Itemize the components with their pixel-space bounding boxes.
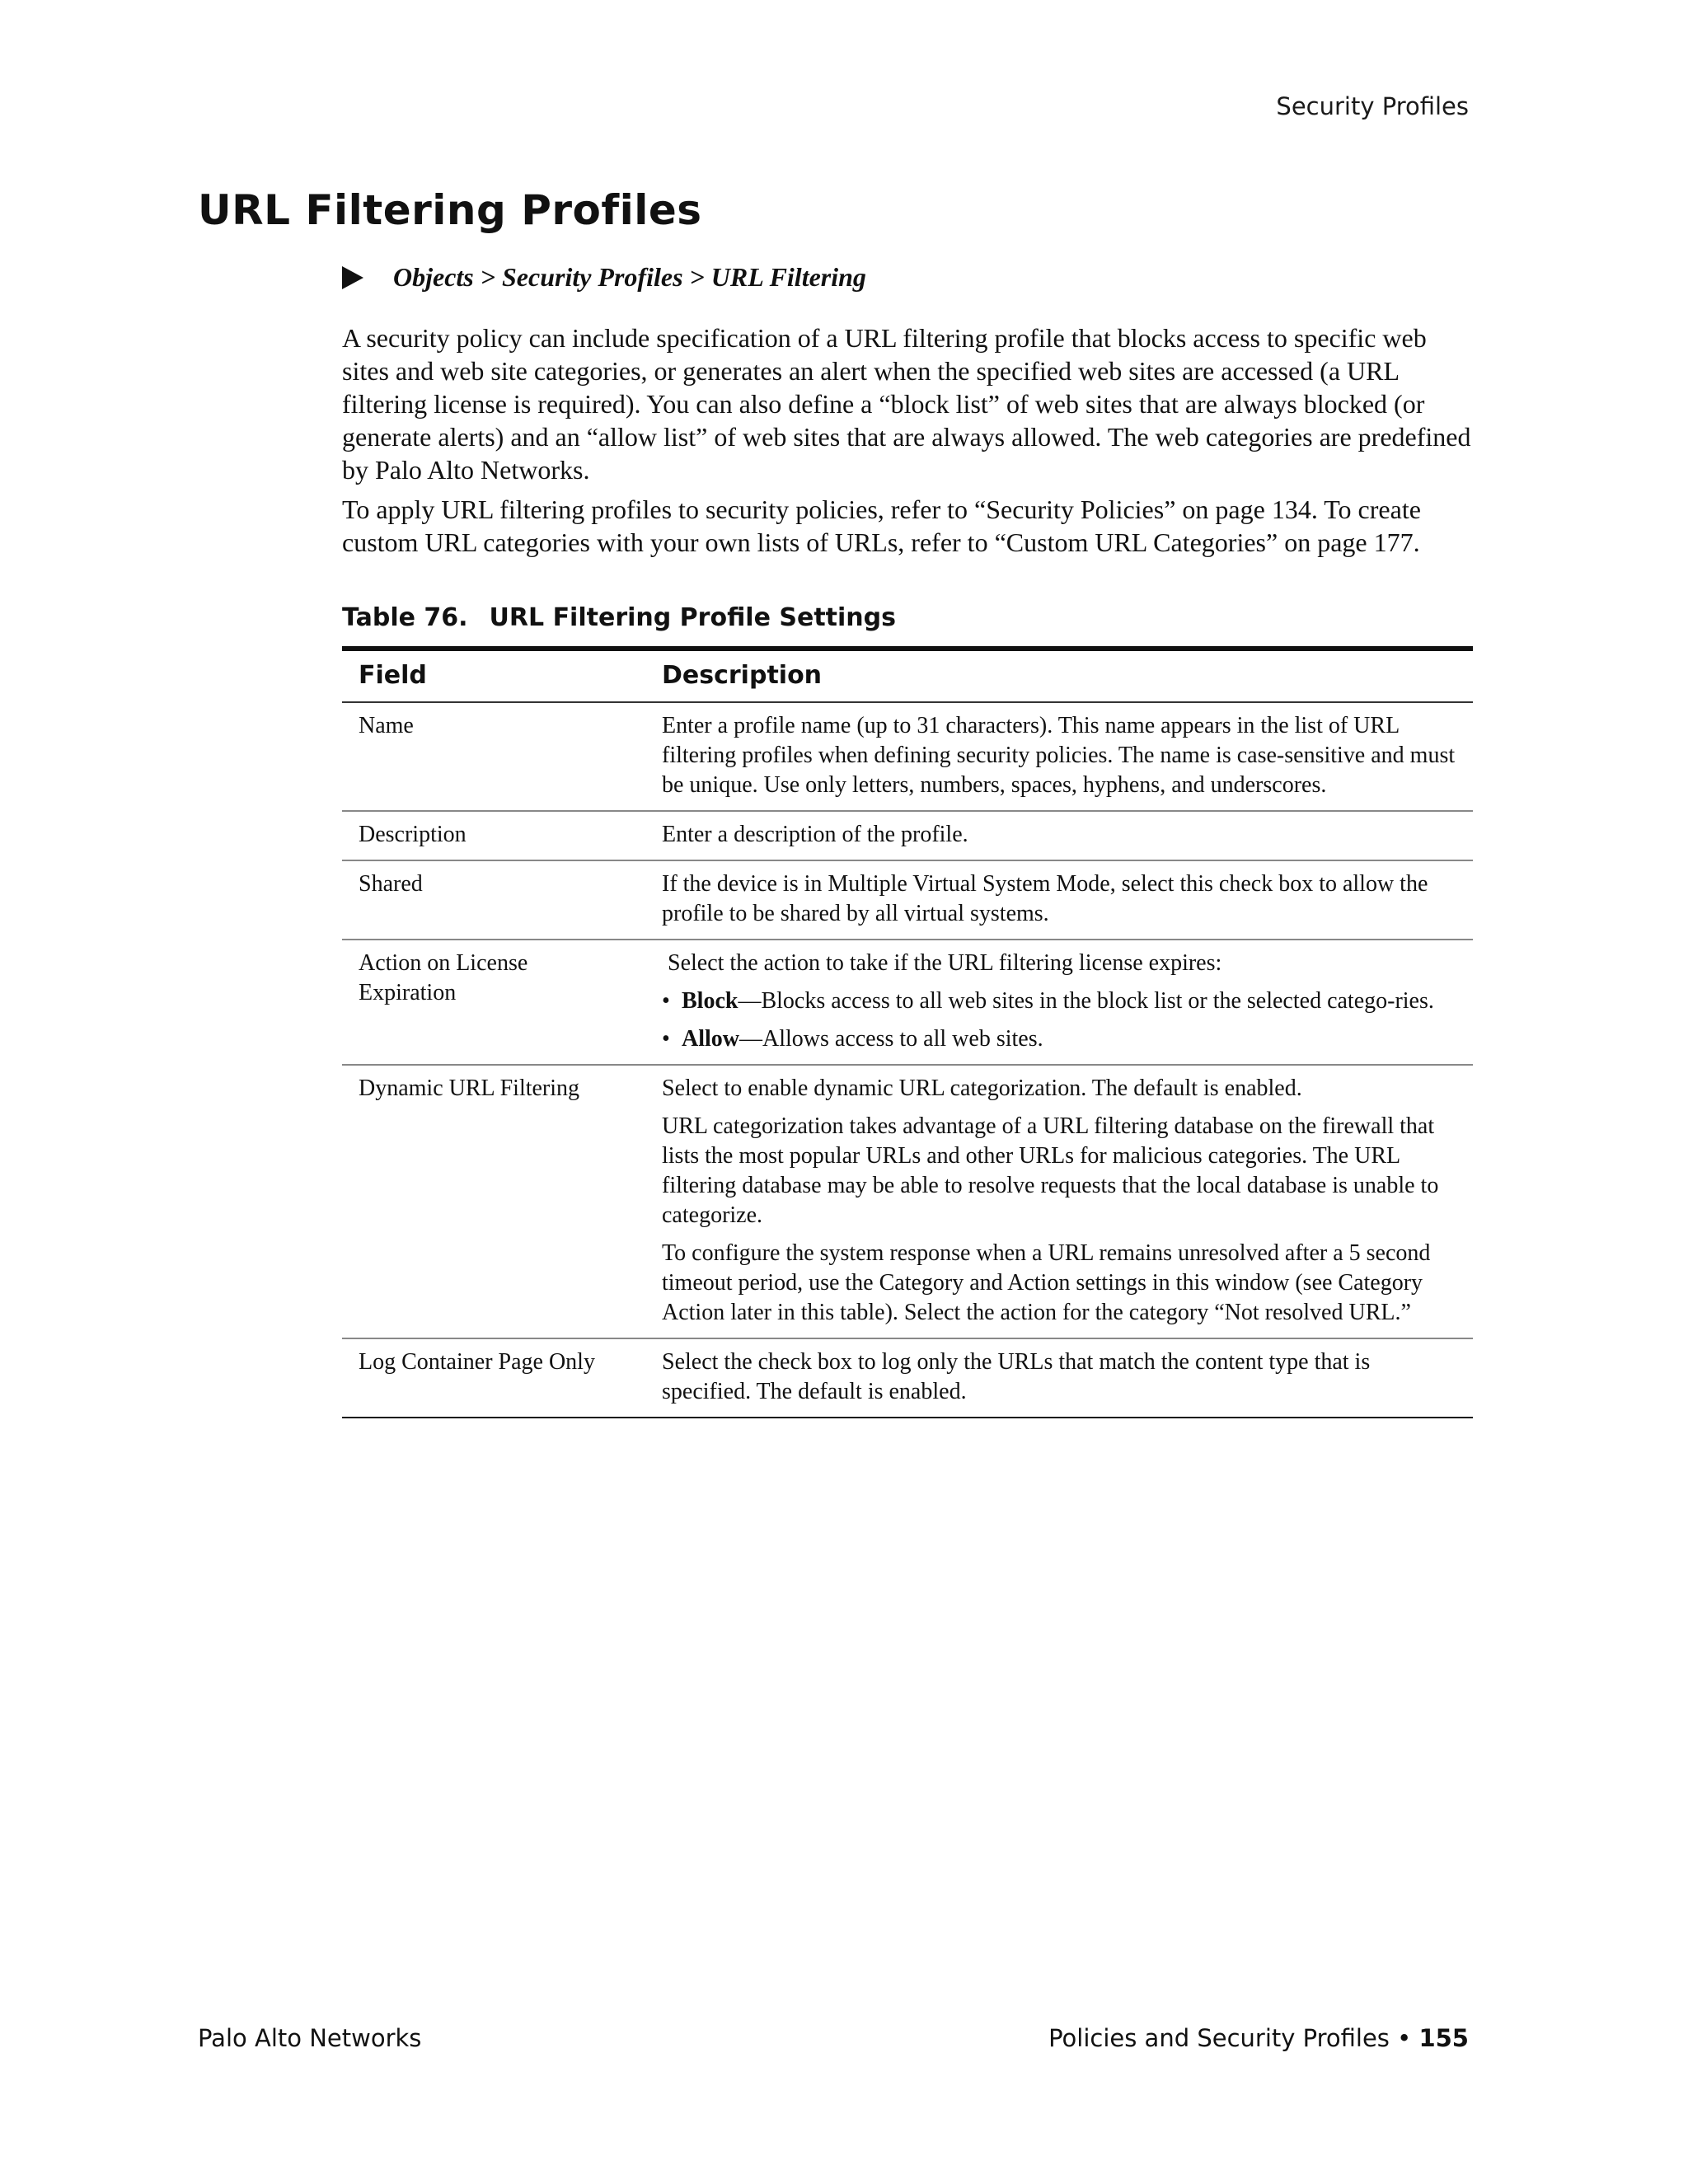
intro-paragraph: A security policy can include specification of a URL filtering profile that blocks access to specific web sites and web site categories, or generates an alert when the specified web sites are accessed (a URL filtering license is required). You can also define a “block list” of web sites that are always blocked (or generate alerts) and an “allow list” of web sites that are always allowed. The web categories are predefined by Palo Alto Networks. <box>342 323 1471 485</box>
bullet-term: Block <box>682 988 738 1014</box>
description-cell <box>645 1338 1473 1418</box>
table-row <box>342 860 1473 940</box>
settings-table <box>342 646 1473 1418</box>
description-paragraph: Select to enable dynamic URL categorization. The default is enabled. <box>662 1076 1302 1101</box>
description-cell <box>645 811 1473 860</box>
bullet-item <box>662 987 1456 1016</box>
table-header-row <box>342 649 1473 702</box>
table-row <box>342 702 1473 811</box>
navigation-path <box>342 262 866 293</box>
description-paragraph: Select the check box to log only the URLs that match the content type that is specified. The default is enabled. <box>662 1349 1371 1404</box>
description-cell <box>645 702 1473 811</box>
field-cell: Name <box>342 702 645 811</box>
table-row <box>342 811 1473 860</box>
page-title: URL Filtering Profiles <box>198 186 702 234</box>
column-header-field: Field <box>342 649 645 702</box>
footer-company: Palo Alto Networks <box>198 2024 422 2052</box>
table-row <box>342 1065 1473 1338</box>
page-number: 155 <box>1418 2024 1469 2052</box>
column-header-description: Description <box>645 649 1473 702</box>
description-cell <box>645 860 1473 940</box>
table-caption-title: URL Filtering Profile Settings <box>489 603 896 632</box>
table-caption-number: Table 76. <box>342 603 468 632</box>
description-paragraph: If the device is in Multiple Virtual System Mode, select this check box to allow the profile to be shared by all virtual systems. <box>662 871 1428 926</box>
description-paragraph: URL categorization takes advantage of a URL filtering database on the firewall that lists the most popular URLs and other URLs for malicious categories. The URL filtering database may be able to resolve requests that the local database is unable to categorize. <box>662 1113 1439 1228</box>
table-row <box>342 940 1473 1065</box>
footer-page-info <box>1048 2024 1469 2052</box>
running-header: Security Profiles <box>1276 92 1469 120</box>
description-paragraph: Select the action to take if the URL filtering license expires: <box>662 950 1222 976</box>
description-paragraph: Enter a profile name (up to 31 characters). This name appears in the list of URL filtering profiles when defining security policies. The name is case-sensitive and must be unique. Use only letters, numbers, spaces, hyphens, and underscores. <box>662 713 1456 798</box>
bullet-term: Allow <box>682 1026 739 1052</box>
triangle-arrow-icon <box>342 266 363 289</box>
field-cell: Action on License Expiration <box>342 940 645 1065</box>
bullet-text: —Allows access to all web sites. <box>739 1026 1043 1052</box>
field-cell: Description <box>342 811 645 860</box>
bullet-item <box>662 1024 1456 1054</box>
table-row <box>342 1338 1473 1418</box>
description-cell <box>645 940 1473 1065</box>
table-caption <box>342 603 896 632</box>
bullet-text: —Blocks access to all web sites in the block list or the selected catego-ries. <box>738 988 1434 1014</box>
bullet-mark: • <box>662 1026 670 1052</box>
footer-section-title: Policies and Security Profiles • <box>1048 2024 1412 2052</box>
description-cell <box>645 1065 1473 1338</box>
intro-paragraph: To apply URL filtering profiles to security policies, refer to “Security Policies” on page 134. To create custom URL categories with your own lists of URLs, refer to “Custom URL Categories” on page 177. <box>342 494 1421 557</box>
description-paragraph: Enter a description of the profile. <box>662 822 968 847</box>
bullet-mark: • <box>662 988 670 1014</box>
navigation-path-text: Objects > Security Profiles > URL Filtering <box>393 262 866 292</box>
field-cell: Log Container Page Only <box>359 1349 595 1375</box>
description-paragraph: To configure the system response when a URL remains unresolved after a 5 second timeout period, use the Category and Action settings in this window (see Category Action later in this table). Select the action for the category “Not resolved URL.” <box>662 1240 1431 1325</box>
field-cell: Dynamic URL Filtering <box>342 1065 645 1338</box>
field-cell: Shared <box>342 860 645 940</box>
